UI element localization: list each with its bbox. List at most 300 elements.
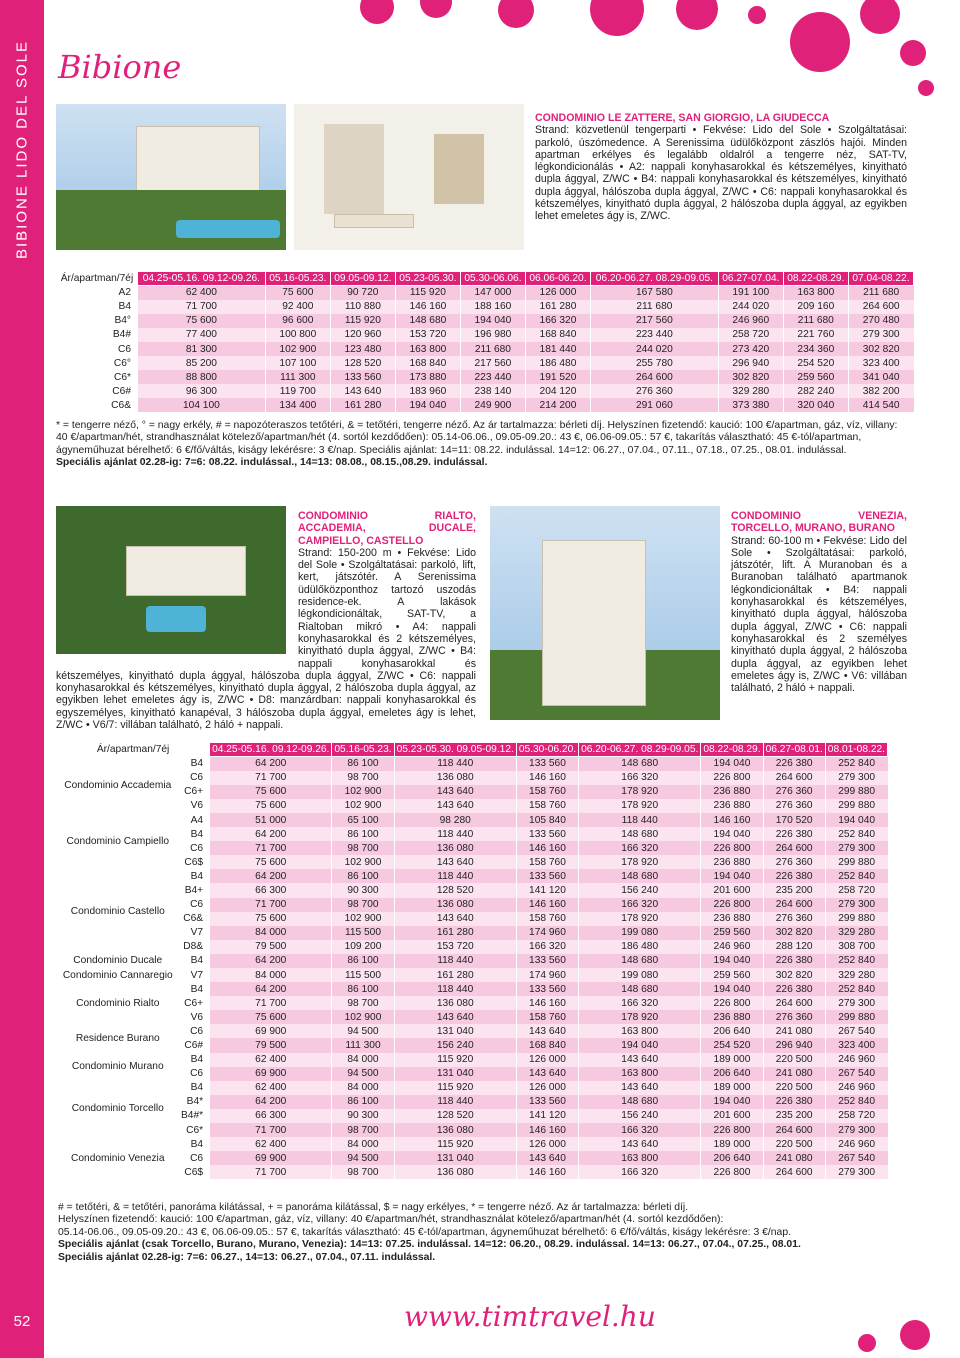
price-cell: 94 500	[332, 1024, 394, 1038]
price-cell: 148 680	[579, 757, 701, 771]
price-cell: 163 800	[783, 286, 848, 300]
row-label: C6	[190, 842, 204, 854]
price-cell: 299 880	[825, 799, 887, 813]
price-cell: 69 900	[210, 1024, 332, 1038]
table-label: Ár/apartman/7éj	[57, 272, 138, 286]
price-cell: 238 140	[460, 384, 525, 398]
price-cell: 136 080	[394, 1123, 516, 1137]
price-cell: 79 500	[210, 940, 332, 954]
column-header: 09.05-09.12.	[330, 272, 395, 286]
price-cell: 254 520	[783, 356, 848, 370]
price-cell: 64 200	[210, 1095, 332, 1109]
price-cell: 158 760	[516, 855, 578, 869]
price-cell: 168 840	[395, 356, 460, 370]
table-row	[57, 855, 888, 869]
price-cell: 226 380	[763, 982, 825, 996]
section-text: Strand: 60-100 m • Fekvése: Lido del Sole • Szolgáltatásai: parkoló, játszótér, lift. A Muranoban és a Buranoban található apartmanok légkondicionáltak • B4: nappali konyhasarokkal és kétszemélyes, kinyitható dupla ággyal, hálószoba dupla ággyal, Z/WC • C6: nappali konyhasarokkal és 2 személyes kinyitható dupla ággyal, 2 hálószoba dupla ággyal, az egyikben lehet emeletes ágy is, Z/WC • V6: villában található, 2 háló + nappali.	[731, 534, 907, 695]
hotel-photo	[56, 104, 286, 250]
price-cell: 279 300	[825, 898, 887, 912]
price-cell: 382 200	[848, 384, 913, 398]
table-row	[57, 1067, 888, 1081]
price-cell: 161 280	[330, 398, 395, 412]
column-header: 05.16-05.23.	[332, 743, 394, 757]
price-cell: 86 100	[332, 869, 394, 883]
price-cell: 94 500	[332, 1067, 394, 1081]
price-cell: 146 160	[516, 841, 578, 855]
price-cell: 217 560	[460, 356, 525, 370]
bubble-decoration	[676, 0, 718, 30]
price-cell: 86 100	[332, 954, 394, 968]
price-cell: 156 240	[394, 1038, 516, 1052]
price-cell: 214 200	[525, 398, 590, 412]
price-cell: 168 840	[525, 328, 590, 342]
note-line: Speciális ajánlat 02.28-ig: 7=6: 08.22. indulással., 14=13: 08.08., 08.15.,08.29. indulással.	[56, 457, 488, 469]
price-table-condominio	[56, 742, 888, 1179]
price-cell: 86 100	[332, 757, 394, 771]
price-cell: 146 160	[516, 1123, 578, 1137]
price-cell: 136 080	[394, 841, 516, 855]
price-cell: 279 300	[825, 771, 887, 785]
table-row	[57, 398, 914, 412]
price-cell: 264 600	[763, 898, 825, 912]
price-cell: 69 900	[210, 1151, 332, 1165]
price-cell: 166 320	[579, 996, 701, 1010]
price-cell: 143 640	[394, 785, 516, 799]
row-label: B4	[190, 1082, 204, 1094]
price-cell: 146 160	[395, 300, 460, 314]
price-cell: 241 080	[763, 1024, 825, 1038]
price-cell: 279 300	[848, 328, 913, 342]
table-row	[57, 926, 888, 940]
price-cell: 146 160	[701, 813, 763, 827]
price-cell: 259 560	[701, 926, 763, 940]
price-cell: 107 100	[265, 356, 330, 370]
price-cell: 252 840	[825, 827, 887, 841]
price-cell: 270 480	[848, 314, 913, 328]
price-cell: 102 900	[332, 785, 394, 799]
table-row	[57, 1010, 888, 1024]
price-cell: 148 680	[395, 314, 460, 328]
property-name: Condominio Rialto	[57, 982, 180, 1024]
price-cell: 71 700	[210, 1123, 332, 1137]
price-cell: 115 920	[394, 1081, 516, 1095]
price-cell: 246 960	[825, 1053, 887, 1067]
bubble-decoration	[790, 12, 850, 72]
price-cell: 173 880	[395, 370, 460, 384]
price-cell: 246 960	[701, 940, 763, 954]
price-cell: 226 800	[701, 771, 763, 785]
price-cell: 90 720	[330, 286, 395, 300]
price-cell: 123 480	[330, 342, 395, 356]
price-cell: 167 580	[590, 286, 718, 300]
price-cell: 276 360	[763, 855, 825, 869]
note-line: ágyneműhuzat bérelhető: 6 €/fő/váltás, kiságy lekérésre: 3 €/nap. Speciális ajánlat: 14=11: 08.22. indulással. 14=12: 06.27., 07.04., 07.11., 07.18., 07.25., 08.01. indulással.	[56, 444, 847, 456]
price-cell: 236 880	[701, 912, 763, 926]
price-cell: 143 640	[516, 1151, 578, 1165]
price-cell: 86 100	[332, 982, 394, 996]
price-cell: 148 680	[579, 869, 701, 883]
price-cell: 241 080	[763, 1151, 825, 1165]
price-cell: 236 880	[701, 785, 763, 799]
side-label: BIBIONE LIDO DEL SOLE	[13, 40, 31, 260]
price-cell: 194 040	[701, 1095, 763, 1109]
price-cell: 75 600	[138, 314, 266, 328]
table-row	[57, 384, 914, 398]
price-cell: 220 500	[763, 1137, 825, 1151]
row-label: C6	[190, 899, 204, 911]
price-cell: 267 540	[825, 1151, 887, 1165]
price-cell: 156 240	[579, 883, 701, 897]
price-cell: 153 720	[395, 328, 460, 342]
price-cell: 276 360	[763, 912, 825, 926]
table-row	[57, 785, 888, 799]
price-cell: 126 000	[525, 286, 590, 300]
price-cell: 226 380	[763, 757, 825, 771]
property-name: Condominio Murano	[57, 1053, 180, 1081]
price-cell: 194 040	[579, 1038, 701, 1052]
price-cell: 133 560	[516, 954, 578, 968]
price-cell: 209 160	[783, 300, 848, 314]
price-cell: 109 200	[332, 940, 394, 954]
section-zattere	[535, 112, 907, 223]
row-label: B4	[190, 870, 204, 882]
row-label: C6	[190, 1025, 204, 1037]
price-cell: 90 300	[332, 883, 394, 897]
note-line: Speciális ajánlat 02.28-ig: 7=6: 06.27., 14=13: 06.27., 07.04., 07.11. indulással.	[58, 1251, 436, 1263]
price-cell: 128 520	[394, 883, 516, 897]
price-cell: 189 000	[701, 1053, 763, 1067]
price-cell: 186 480	[525, 356, 590, 370]
row-label: C6$	[184, 856, 204, 868]
price-cell: 166 320	[579, 841, 701, 855]
price-cell: 217 560	[590, 314, 718, 328]
apartment-interior-photo	[294, 104, 524, 250]
property-name: Condominio Cannaregio	[57, 968, 180, 982]
price-cell: 258 720	[825, 1109, 887, 1123]
table-row	[57, 799, 888, 813]
price-cell: 264 600	[763, 996, 825, 1010]
price-cell: 163 800	[579, 1024, 701, 1038]
price-cell: 163 800	[579, 1151, 701, 1165]
price-cell: 341 040	[848, 370, 913, 384]
table-row	[57, 841, 888, 855]
price-cell: 69 900	[210, 1067, 332, 1081]
table-row	[57, 328, 914, 342]
price-cell: 141 120	[516, 1109, 578, 1123]
price-cell: 118 440	[394, 827, 516, 841]
bubble-decoration	[900, 1320, 930, 1350]
price-cell: 258 720	[825, 883, 887, 897]
price-cell: 62 400	[210, 1081, 332, 1095]
price-cell: 189 000	[701, 1137, 763, 1151]
price-cell: 143 640	[516, 1067, 578, 1081]
price-cell: 258 720	[718, 328, 783, 342]
price-cell: 118 440	[394, 869, 516, 883]
price-cell: 86 100	[332, 1095, 394, 1109]
row-label: D8&	[183, 941, 204, 953]
price-cell: 323 400	[848, 356, 913, 370]
table-row	[57, 898, 888, 912]
price-cell: 143 640	[394, 855, 516, 869]
venezia-photo	[490, 506, 720, 720]
price-cell: 183 960	[395, 384, 460, 398]
row-label: C6°	[113, 357, 131, 369]
price-cell: 244 020	[718, 300, 783, 314]
price-cell: 252 840	[825, 757, 887, 771]
price-cell: 194 040	[825, 813, 887, 827]
price-cell: 75 600	[265, 286, 330, 300]
price-cell: 299 880	[825, 1010, 887, 1024]
price-cell: 98 700	[332, 898, 394, 912]
price-cell: 143 640	[330, 384, 395, 398]
price-cell: 236 880	[701, 1010, 763, 1024]
price-cell: 174 960	[516, 968, 578, 982]
price-cell: 291 060	[590, 398, 718, 412]
price-cell: 282 240	[783, 384, 848, 398]
table-row	[57, 342, 914, 356]
row-label: B4#*	[181, 1110, 204, 1122]
row-label: C6*	[186, 1124, 204, 1136]
price-cell: 276 360	[763, 785, 825, 799]
price-cell: 166 320	[579, 771, 701, 785]
price-cell: 111 300	[332, 1038, 394, 1052]
price-cell: 136 080	[394, 996, 516, 1010]
price-cell: 64 200	[210, 954, 332, 968]
price-cell: 178 920	[579, 785, 701, 799]
table-row	[57, 813, 888, 827]
row-label: B4	[190, 758, 204, 770]
price-cell: 115 920	[330, 314, 395, 328]
price-cell: 178 920	[579, 1010, 701, 1024]
price-cell: 178 920	[579, 855, 701, 869]
price-cell: 75 600	[210, 785, 332, 799]
price-cell: 226 380	[763, 827, 825, 841]
price-cell: 84 000	[210, 968, 332, 982]
price-cell: 264 600	[763, 1165, 825, 1179]
note-line: Speciális ajánlat (csak Torcello, Burano, Murano, Venezia): 14=13: 07.25. indulással. 14=12: 06.20., 08.29. indulással. 14=13: 06.27., 07.04., 07.25., 08.01.	[58, 1239, 801, 1251]
price-cell: 170 520	[763, 813, 825, 827]
price-cell: 252 840	[825, 954, 887, 968]
price-cell: 158 760	[516, 785, 578, 799]
price-cell: 320 040	[783, 398, 848, 412]
price-cell: 178 920	[579, 912, 701, 926]
price-cell: 259 560	[701, 968, 763, 982]
price-cell: 329 280	[825, 926, 887, 940]
bubble-decoration	[748, 6, 766, 24]
price-cell: 96 600	[265, 314, 330, 328]
price-cell: 373 380	[718, 398, 783, 412]
price-cell: 226 800	[701, 898, 763, 912]
table-row	[57, 940, 888, 954]
price-cell: 118 440	[394, 982, 516, 996]
footer-url: www.timtravel.hu	[404, 1300, 656, 1333]
note-line: # = tetőtéri, & = tetőtéri, panoráma kilátással, + = panoráma kilátással, $ = nagy erkélyes, * = tengerre néző. Az ár tartalmazza: bérleti díj.	[58, 1202, 689, 1213]
price-cell: 252 840	[825, 982, 887, 996]
price-cell: 166 320	[579, 1123, 701, 1137]
price-cell: 128 520	[394, 1109, 516, 1123]
price-cell: 181 440	[525, 342, 590, 356]
price-cell: 211 680	[848, 286, 913, 300]
price-cell: 131 040	[394, 1067, 516, 1081]
price-cell: 194 040	[701, 757, 763, 771]
price-cell: 131 040	[394, 1024, 516, 1038]
price-cell: 133 560	[516, 869, 578, 883]
price-cell: 194 040	[701, 869, 763, 883]
column-header: 05.30-06.06.	[460, 272, 525, 286]
row-label: A2	[118, 287, 131, 299]
price-cell: 279 300	[825, 1165, 887, 1179]
price-cell: 206 640	[701, 1151, 763, 1165]
price-cell: 226 380	[763, 1095, 825, 1109]
price-cell: 66 300	[210, 883, 332, 897]
price-cell: 126 000	[516, 1053, 578, 1067]
price-cell: 102 900	[332, 1010, 394, 1024]
row-label: B4+	[184, 884, 204, 896]
table-row	[57, 1095, 888, 1109]
row-label: V7	[190, 927, 204, 939]
price-cell: 102 900	[332, 799, 394, 813]
table-row	[57, 827, 888, 841]
price-cell: 276 360	[763, 799, 825, 813]
price-cell: 148 680	[579, 1095, 701, 1109]
section-rialto	[56, 510, 476, 731]
price-cell: 235 200	[763, 1109, 825, 1123]
price-cell: 75 600	[210, 1010, 332, 1024]
table-row	[57, 1081, 888, 1095]
price-cell: 211 680	[590, 300, 718, 314]
price-cell: 143 640	[579, 1137, 701, 1151]
row-label: C6	[190, 1068, 204, 1080]
price-cell: 191 520	[525, 370, 590, 384]
page-number: 52	[13, 1313, 31, 1330]
price-cell: 64 200	[210, 869, 332, 883]
price-cell: 118 440	[394, 954, 516, 968]
property-name: Condominio Venezia	[57, 1137, 180, 1179]
price-cell: 194 040	[460, 314, 525, 328]
price-cell: 273 420	[718, 342, 783, 356]
price-cell: 147 000	[460, 286, 525, 300]
price-cell: 143 640	[394, 912, 516, 926]
bubble-decoration	[918, 80, 934, 96]
price-cell: 323 400	[825, 1038, 887, 1052]
price-cell: 98 700	[332, 996, 394, 1010]
table-row	[57, 286, 914, 300]
row-label: C6&	[183, 913, 204, 925]
price-cell: 158 760	[516, 799, 578, 813]
column-header: 08.22-08.29.	[701, 743, 763, 757]
table-row	[57, 869, 888, 883]
price-cell: 246 960	[718, 314, 783, 328]
price-cell: 226 800	[701, 1165, 763, 1179]
price-cell: 276 360	[763, 1010, 825, 1024]
price-cell: 84 000	[332, 1137, 394, 1151]
table-row	[57, 968, 888, 982]
price-cell: 105 840	[516, 813, 578, 827]
property-name: Condominio Torcello	[57, 1081, 180, 1137]
table-row	[57, 370, 914, 384]
row-label: C6+	[184, 786, 204, 798]
price-cell: 134 400	[265, 398, 330, 412]
price-cell: 211 680	[460, 342, 525, 356]
price-cell: 221 760	[783, 328, 848, 342]
price-cell: 136 080	[394, 771, 516, 785]
price-cell: 110 880	[330, 300, 395, 314]
price-cell: 133 560	[516, 982, 578, 996]
row-label: B4	[190, 828, 204, 840]
price-cell: 71 700	[210, 898, 332, 912]
price-cell: 136 080	[394, 898, 516, 912]
property-name: Condominio Ducale	[57, 954, 180, 968]
price-cell: 236 880	[701, 855, 763, 869]
price-cell: 81 300	[138, 342, 266, 356]
price-cell: 64 200	[210, 827, 332, 841]
price-cell: 64 200	[210, 982, 332, 996]
price-cell: 236 880	[701, 799, 763, 813]
price-cell: 133 560	[516, 827, 578, 841]
price-cell: 102 900	[332, 912, 394, 926]
price-cell: 267 540	[825, 1024, 887, 1038]
row-label: V7	[190, 969, 204, 981]
price-cell: 264 600	[763, 841, 825, 855]
property-name: Condominio Castello	[57, 869, 180, 954]
row-label: B4	[190, 983, 204, 995]
price-cell: 235 200	[763, 883, 825, 897]
row-label: C6&	[111, 399, 131, 411]
price-table-zattere	[56, 271, 914, 412]
price-cell: 194 040	[395, 398, 460, 412]
price-cell: 264 600	[848, 300, 913, 314]
price-cell: 302 820	[763, 926, 825, 940]
price-cell: 279 300	[825, 841, 887, 855]
price-cell: 308 700	[825, 940, 887, 954]
price-cell: 141 120	[516, 883, 578, 897]
price-cell: 146 160	[516, 898, 578, 912]
price-cell: 199 080	[579, 968, 701, 982]
price-cell: 146 160	[516, 771, 578, 785]
price-cell: 90 300	[332, 1109, 394, 1123]
row-label: C6#	[112, 385, 131, 397]
price-cell: 163 800	[579, 1067, 701, 1081]
row-label: B4	[190, 1054, 204, 1066]
price-cell: 62 400	[138, 286, 266, 300]
table-label: Ár/apartman/7éj	[57, 743, 210, 757]
column-header: 06.20-06.27. 08.29-09.05.	[590, 272, 718, 286]
price-cell: 264 600	[763, 1123, 825, 1137]
price-cell: 84 000	[332, 1053, 394, 1067]
table-row	[57, 1137, 888, 1151]
column-header: 05.16-05.23.	[265, 272, 330, 286]
price-cell: 296 940	[763, 1038, 825, 1052]
price-cell: 201 600	[701, 883, 763, 897]
price-cell: 79 500	[210, 1038, 332, 1052]
price-cell: 143 640	[516, 1024, 578, 1038]
price-cell: 279 300	[825, 996, 887, 1010]
section-text: Strand: közvetlenül tengerparti • Fekvése: Lido del Sole • Szolgáltatásai: parkoló, úszómedence. A Serenissima üdülőközpont zászlós hajói. Minden apartman erkélyes és legalább oldalról a tengerre néz, SAT-TV, légkondicionálás • A2: nappali konyhasarokkal és kétszemélyes, kinyitható dupla ággyal, Z/WC • B4: nappali konyhasarokkal és kétszemélyes, kinyitható dupla ággyal, hálószoba dupla ággyal, Z/WC • C6: nappali konyhasarokkal és kétszemélyes, kinyitható dupla ággyal, 2 hálószoba dupla ággyal, az egyikben lehet emeletes ágy is, Z/WC.	[535, 124, 907, 223]
price-cell: 196 980	[460, 328, 525, 342]
section-text: Strand: 150-200 m • Fekvése: Lido del Sole • Szolgáltatásai: parkoló, lift, kert, játszótér. A Serenissima üdülőközponthoz tartozó uszodás residence-ek. A lakások légkondicionáltak, SAT-TV, a Rialtoban mikró • A4: nappali konyhasarokkal és 2 kétszemélyes, kinyitható dupla ággyal, Z/WC • B4: nappali konyhasarokkal és kétszemélyes, kinyitható dupla ággyal, hálószoba dupla ággyal, Z/WC • C6: nappali konyhasarokkal és kétszemélyes, kinyitható dupla ággyal, 2 hálószoba dupla ággyal, az egyikben lehet emeletes ágy is, Z/WC • D8: manzárdban: nappali konyhasarokkal és egyszemélyes, kinyitható kanapéval, 3 hálószoba dupla ággyal, emeletes ágy is lehet, Z/WC • V6/7: villában található, 2 háló + nappali.	[56, 546, 476, 732]
row-label: B4°	[114, 315, 131, 327]
price-cell: 126 000	[516, 1137, 578, 1151]
price-cell: 226 380	[763, 954, 825, 968]
price-cell: 98 700	[332, 841, 394, 855]
price-cell: 226 380	[763, 869, 825, 883]
price-cell: 299 880	[825, 785, 887, 799]
price-cell: 211 680	[783, 314, 848, 328]
row-label: C6	[190, 1152, 204, 1164]
note-line: 05.14-06.06., 09.05-09.20.: 43 €, 06.06-09.05.: 57 €, takarítás választható: 45 €-tól/apartman, ágyneműhuzat bérelhető: 6 €/fő/váltás, kiságy lekérésre: 3 €/nap.	[58, 1226, 792, 1238]
row-label: B4*	[186, 1096, 204, 1108]
price-cell: 104 100	[138, 398, 266, 412]
